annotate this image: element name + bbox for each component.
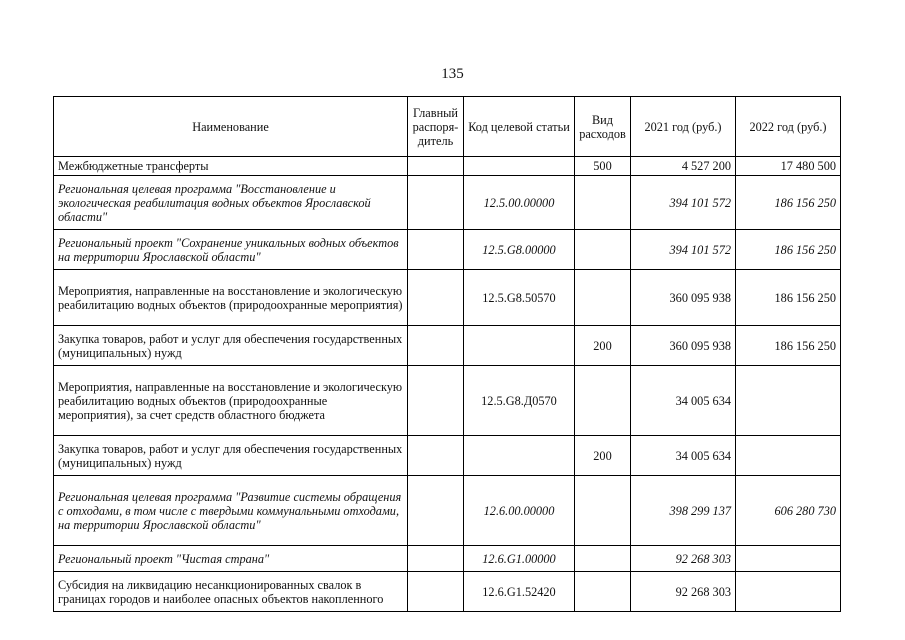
cell-name: Региональная целевая программа "Восстановление и экологическая реабилитация водных объектов Ярославской области": [54, 176, 408, 230]
cell-name: Закупка товаров, работ и услуг для обеспечения государственных (муниципальных) нужд: [54, 326, 408, 366]
budget-table: [53, 96, 841, 612]
cell-2021: 92 268 303: [631, 572, 736, 612]
cell-kind: [575, 176, 631, 230]
cell-2021: 360 095 938: [631, 326, 736, 366]
cell-admin: [408, 270, 464, 326]
cell-admin: [408, 230, 464, 270]
cell-kind: [575, 366, 631, 436]
cell-name: Межбюджетные трансферты: [54, 157, 408, 176]
header-admin: Главный распоря-дитель: [408, 97, 464, 157]
cell-2021: 92 268 303: [631, 546, 736, 572]
cell-admin: [408, 476, 464, 546]
cell-code: 12.6.G1.52420: [464, 572, 575, 612]
cell-code: 12.5.G8.50570: [464, 270, 575, 326]
table-row: [54, 436, 841, 476]
cell-name: Субсидия на ликвидацию несанкционированных свалок в границах городов и наиболее опасных объектов накопленного: [54, 572, 408, 612]
cell-code: 12.5.G8.00000: [464, 230, 575, 270]
table-row: [54, 326, 841, 366]
cell-2021: 34 005 634: [631, 366, 736, 436]
table-header-row: [54, 97, 841, 157]
cell-kind: [575, 476, 631, 546]
cell-admin: [408, 366, 464, 436]
cell-kind: [575, 230, 631, 270]
cell-name: Мероприятия, направленные на восстановление и экологическую реабилитацию водных объектов (природоохранные мероприятия), за счет средств областного бюджета: [54, 366, 408, 436]
cell-admin: [408, 546, 464, 572]
cell-admin: [408, 157, 464, 176]
table-row: [54, 270, 841, 326]
cell-2022: 186 156 250: [736, 230, 841, 270]
table-row: [54, 546, 841, 572]
cell-2022: 186 156 250: [736, 270, 841, 326]
cell-kind: 200: [575, 436, 631, 476]
cell-2022: [736, 366, 841, 436]
table-row: [54, 366, 841, 436]
cell-2022: 606 280 730: [736, 476, 841, 546]
cell-code: [464, 436, 575, 476]
cell-2021: 394 101 572: [631, 230, 736, 270]
cell-2022: 17 480 500: [736, 157, 841, 176]
table-row: [54, 572, 841, 612]
cell-2022: [736, 436, 841, 476]
cell-name: Закупка товаров, работ и услуг для обеспечения государственных (муниципальных) нужд: [54, 436, 408, 476]
cell-code: [464, 157, 575, 176]
cell-2021: 360 095 938: [631, 270, 736, 326]
cell-kind: 200: [575, 326, 631, 366]
cell-2021: 398 299 137: [631, 476, 736, 546]
table-row: [54, 176, 841, 230]
cell-admin: [408, 572, 464, 612]
header-name: Наименование: [54, 97, 408, 157]
cell-code: 12.6.00.00000: [464, 476, 575, 546]
cell-name: Региональный проект "Чистая страна": [54, 546, 408, 572]
cell-name: Мероприятия, направленные на восстановление и экологическую реабилитацию водных объектов (природоохранные мероприятия): [54, 270, 408, 326]
cell-admin: [408, 176, 464, 230]
cell-2022: 186 156 250: [736, 176, 841, 230]
cell-admin: [408, 436, 464, 476]
cell-name: Региональная целевая программа "Развитие системы обращения с отходами, в том числе с твердыми коммунальными отходами, на территории Ярославской области": [54, 476, 408, 546]
cell-2021: 34 005 634: [631, 436, 736, 476]
page-number: 135: [441, 66, 464, 82]
cell-admin: [408, 326, 464, 366]
header-kind: Вид расходов: [575, 97, 631, 157]
cell-2022: 186 156 250: [736, 326, 841, 366]
table-row: [54, 157, 841, 176]
table-row: [54, 476, 841, 546]
cell-2021: 4 527 200: [631, 157, 736, 176]
cell-code: [464, 326, 575, 366]
cell-code: 12.5.00.00000: [464, 176, 575, 230]
table-row: [54, 230, 841, 270]
header-code: Код целевой статьи: [464, 97, 575, 157]
cell-2021: 394 101 572: [631, 176, 736, 230]
cell-kind: 500: [575, 157, 631, 176]
header-2021: 2021 год (руб.): [631, 97, 736, 157]
header-2022: 2022 год (руб.): [736, 97, 841, 157]
cell-kind: [575, 546, 631, 572]
cell-kind: [575, 270, 631, 326]
table-body: [54, 157, 841, 612]
cell-2022: [736, 546, 841, 572]
cell-code: 12.6.G1.00000: [464, 546, 575, 572]
cell-kind: [575, 572, 631, 612]
cell-code: 12.5.G8.Д0570: [464, 366, 575, 436]
cell-2022: [736, 572, 841, 612]
cell-name: Региональный проект "Сохранение уникальных водных объектов на территории Ярославской области": [54, 230, 408, 270]
